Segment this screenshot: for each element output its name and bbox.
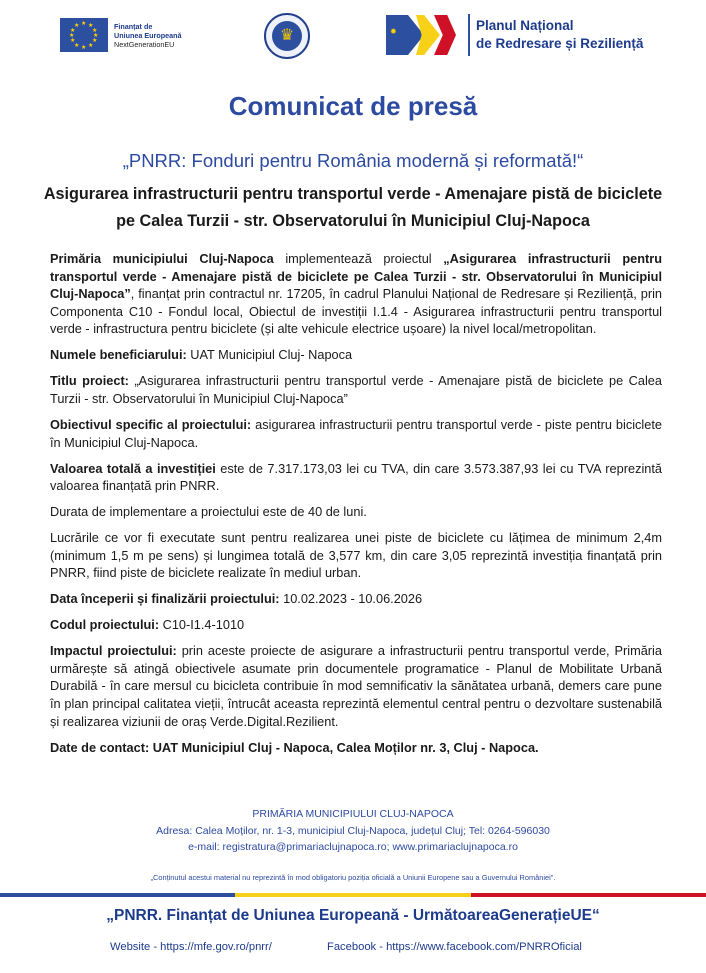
beneficiary-value: UAT Municipiul Cluj- Napoca [186,347,353,363]
project-title-value: „Asigurarea infrastructurii pentru transportul verde - Amenajare pistă de biciclete pe Calea Turzii - str. Observatorului în Municipiul Cluj-Napoca” [50,373,662,406]
contact-org: PRIMĂRIA MUNICIPIULUI CLUJ-NAPOCA [252,808,454,820]
dates-value: 10.02.2023 - 10.06.2026 [279,591,423,607]
duration-paragraph: Durata de implementare a proiectului este de 40 de luni. [50,504,367,520]
eu-funding-logo [60,18,182,52]
page-subtitle: „PNRR: Fonduri pentru România modernă și reformată!“ [122,150,584,171]
contact-text: Date de contact: UAT Municipiul Cluj - Napoca, Calea Moților nr. 3, Cluj - Napoca. [50,739,539,755]
intro-bold-project: „Asigurarea infrastructurii pentru transportul verde - Amenajare pistă de biciclete pe Calea Turzii - str. Observatorului în Municipiul Cluj-Napoca” [50,251,663,302]
investment-value-text: este de 7.317.173,03 lei cu TVA, din care 3.573.387,93 lei cu TVA reprezintă valoarea finanțată prin PNRR. [50,460,662,494]
footer-slogan: „PNRR. Finanțat de Uniunea Europeană - UrmătoareaGenerațieUE“ [106,907,600,924]
footer-facebook-link[interactable]: Facebook - https://www.facebook.com/PNRROficial [327,941,582,953]
contact-paragraph [50,739,662,757]
impact-paragraph [50,642,662,730]
project-title-paragraph [50,372,662,407]
eu-logo-line2: Uniunea Europeană [114,30,182,40]
eu-logo-line1: Finanțat de [114,21,153,31]
contact-email[interactable]: e-mail: registratura@primariaclujnapoca.ro; www.primariaclujnapoca.ro [188,841,518,853]
project-heading-line1: Asigurarea infrastructurii pentru transportul verde - Amenajare pistă de biciclete [43,185,663,203]
objective-label: Obiectivul specific al proiectului: [50,416,252,432]
project-code-label: Codul proiectului: [50,617,160,633]
pnrr-chevron-flag-icon: ✹ [386,15,464,55]
disclaimer: „Conținutul acestui material nu reprezintă în mod obligatoriu poziția oficială a Uniunii Europene sau a Guvernului României". [150,873,556,882]
eu-logo-text [114,22,182,49]
eu-flag-icon: ★ ★ ★ ★ ★ ★ ★ ★ ★ ★ ★ ★ [60,18,108,52]
footer-tricolor-rule [0,893,706,897]
pnrr-logo-line1: Planul Național [476,18,574,33]
intro-text-2: , finanțat prin contractul nr. 17205, în cadrul Planului Național de Redresare și Reziliență, prin Componenta C10 - Fondul local, Obiectul de investiții I.1.4 - Asigurarea infrastructurii pentru transportul verde - infrastructura pentru biciclete (și alte vehicule electrice ușoare) la nivel local/metropolitan. [50,286,662,337]
investment-value-label: Valoarea totală a investiției [50,460,216,476]
project-heading-line2: pe Calea Turzii - str. Observatorului în Municipiul Cluj-Napoca [116,212,590,230]
project-code-value: C10-I1.4-1010 [159,617,245,633]
impact-label: Impactul proiectului: [50,643,177,659]
contact-address: Adresa: Calea Moților, nr. 1-3, municipiul Cluj-Napoca, județul Cluj; Tel: 0264-596030 [156,824,550,837]
press-release-body [50,250,662,765]
project-title-label: Titlu proiect: [50,373,129,389]
beneficiary-paragraph [50,346,662,364]
objective-value: asigurarea infrastructurii pentru transportul verde - piste pentru biciclete în Municipiul Cluj-Napoca. [50,416,662,450]
pnrr-divider [468,14,470,56]
coat-of-arms-icon: ♛ [272,21,302,51]
pnrr-logo-line2: de Redresare și Reziliență [476,36,644,51]
pnrr-logo [386,14,643,56]
romanian-government-emblem-icon [264,13,310,59]
dates-paragraph [50,590,662,608]
eu-logo-line3: NextGenerationEU [114,39,175,49]
project-heading [30,181,676,235]
dates-label: Data începerii și finalizării proiectului: [50,591,280,607]
header [0,10,706,64]
objective-paragraph [50,416,662,451]
works-paragraph: Lucrările ce vor fi executate sunt pentru realizarea unei piste de biciclete cu lățimea de minimum 2,4m (minimum 1,5 m pe sens) și lungimea totală de 3,577 km, din care 3,05 reprezintă investiția finanțată prin PNRR, fiind piste de biciclete realizate în mediul urban. [50,530,662,581]
intro-bold-municipality: Primăria municipiului Cluj-Napoca [50,251,274,266]
investment-value-paragraph [50,460,662,495]
project-code-paragraph [50,616,662,634]
page-title: Comunicat de presă [228,91,478,121]
intro-text-1: implementează proiectul [273,251,444,266]
beneficiary-label: Numele beneficiarului: [50,347,187,363]
intro-paragraph [50,250,662,338]
contact-block [0,806,706,856]
pnrr-logo-text [476,17,643,53]
footer-website-link[interactable]: Website - https://mfe.gov.ro/pnrr/ [110,941,272,953]
impact-value: prin aceste proiecte de asigurare a infrastructurii pentru transportul verde, Primăria urmărește să atingă obiectivele asumate prin documentele programatice - Planul de Mobilitate Urbană Durabilă - în care mersul cu bicicleta contribuie în mod semnificativ la sănătatea urbană, demers care pune în plan principal calitatea vieții, întrucât aceasta reprezintă elementul central pentru o dezvoltare sustenabilă și realizarea viziunii de oraș Verde.Digital.Rezilient. [50,643,662,729]
